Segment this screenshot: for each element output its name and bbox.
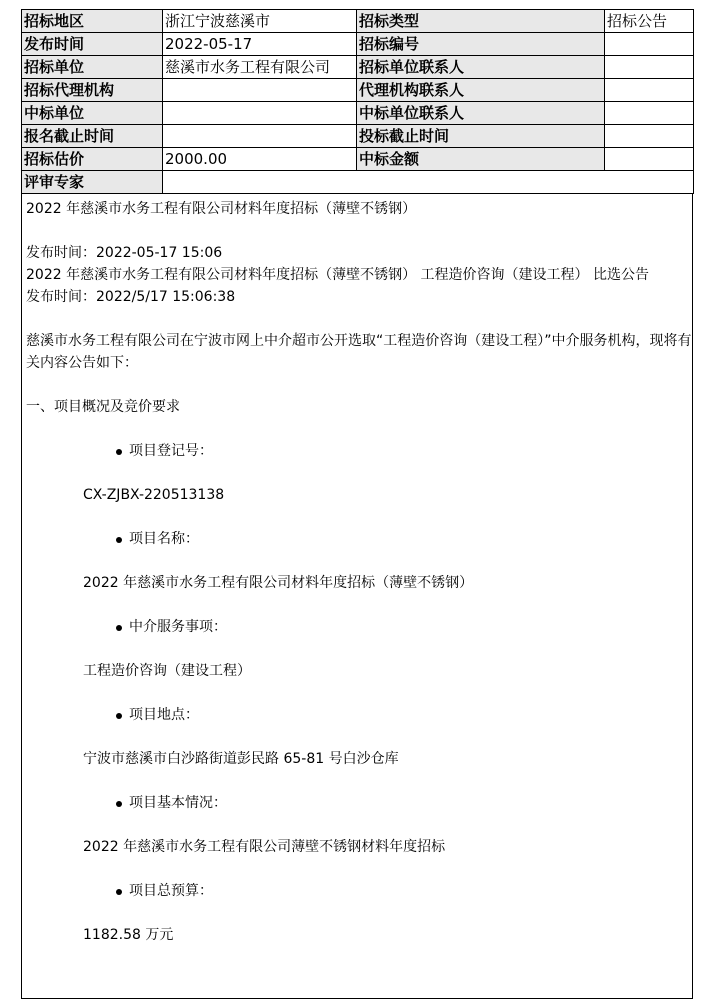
- item-value: 宁波市慈溪市白沙路街道彭民路 65-81 号白沙仓库: [83, 751, 399, 767]
- list-item: 项目基本情况：: [26, 792, 692, 814]
- item-value: CX-ZJBX-220513138: [83, 487, 225, 503]
- item-value: 1182.58 万元: [83, 927, 174, 943]
- intro-paragraph: 慈溪市水务工程有限公司在宁波市网上中介超市公开选取“工程造价咨询（建设工程）”中介服务机构，现将有关内容公告如下：: [26, 333, 692, 371]
- tender-info-table: [21, 9, 694, 194]
- bullet-icon: [116, 625, 122, 631]
- value-tender-type: 招标公告: [605, 10, 694, 33]
- list-item: 项目名称：: [26, 528, 692, 550]
- list-item: 项目地点：: [26, 704, 692, 726]
- value-agency-contact: [605, 79, 694, 102]
- announcement-title: 2022 年慈溪市水务工程有限公司材料年度招标（薄壁不锈钢）: [26, 201, 417, 217]
- label-winning-amount: 中标金额: [357, 148, 605, 171]
- value-publish-date: 2022-05-17: [163, 33, 357, 56]
- table-row: [22, 148, 694, 171]
- value-tender-number: [605, 33, 694, 56]
- label-estimated-price: 招标估价: [22, 148, 163, 171]
- label-bid-deadline: 投标截止时间: [357, 125, 605, 148]
- section-heading: 一、项目概况及竞价要求: [26, 399, 180, 415]
- table-row: [22, 102, 694, 125]
- publish-time-detailed: 发布时间：2022/5/17 15:06:38: [26, 289, 236, 305]
- bullet-icon: [116, 713, 122, 719]
- table-row: [22, 56, 694, 79]
- table-row: [22, 125, 694, 148]
- announcement-document: [21, 9, 692, 999]
- value-registration-deadline: [163, 125, 357, 148]
- bullet-icon: [116, 449, 122, 455]
- value-bid-deadline: [605, 125, 694, 148]
- label-experts: 评审专家: [22, 171, 163, 194]
- list-item: 项目总预算：: [26, 880, 692, 902]
- announcement-subtitle: 2022 年慈溪市水务工程有限公司材料年度招标（薄壁不锈钢） 工程造价咨询（建设工程） 比选公告: [26, 267, 649, 283]
- value-agency: [163, 79, 357, 102]
- value-winner-contact: [605, 102, 694, 125]
- label-tender-type: 招标类型: [357, 10, 605, 33]
- item-value: 2022 年慈溪市水务工程有限公司薄壁不锈钢材料年度招标: [83, 839, 446, 855]
- item-value: 2022 年慈溪市水务工程有限公司材料年度招标（薄壁不锈钢）: [83, 575, 474, 591]
- item-value: 工程造价咨询（建设工程）: [83, 663, 251, 679]
- list-item: 中介服务事项：: [26, 616, 692, 638]
- label-region: 招标地区: [22, 10, 163, 33]
- label-tenderer-contact: 招标单位联系人: [357, 56, 605, 79]
- value-experts: [163, 171, 694, 194]
- publish-time: 发布时间：2022-05-17 15:06: [26, 245, 223, 261]
- value-winner: [163, 102, 357, 125]
- list-item: 项目登记号：: [26, 440, 692, 462]
- value-tenderer: 慈溪市水务工程有限公司: [163, 56, 357, 79]
- label-winner: 中标单位: [22, 102, 163, 125]
- bullet-icon: [116, 801, 122, 807]
- label-tenderer: 招标单位: [22, 56, 163, 79]
- value-estimated-price: 2000.00: [163, 148, 357, 171]
- announcement-body: [21, 194, 693, 999]
- value-winning-amount: [605, 148, 694, 171]
- label-publish-date: 发布时间: [22, 33, 163, 56]
- table-row: [22, 10, 694, 33]
- table-row: [22, 79, 694, 102]
- table-row: [22, 33, 694, 56]
- label-tender-number: 招标编号: [357, 33, 605, 56]
- bullet-icon: [116, 537, 122, 543]
- label-agency-contact: 代理机构联系人: [357, 79, 605, 102]
- value-region: 浙江宁波慈溪市: [163, 10, 357, 33]
- bullet-icon: [116, 889, 122, 895]
- label-winner-contact: 中标单位联系人: [357, 102, 605, 125]
- label-agency: 招标代理机构: [22, 79, 163, 102]
- table-row: [22, 171, 694, 194]
- label-registration-deadline: 报名截止时间: [22, 125, 163, 148]
- value-tenderer-contact: [605, 56, 694, 79]
